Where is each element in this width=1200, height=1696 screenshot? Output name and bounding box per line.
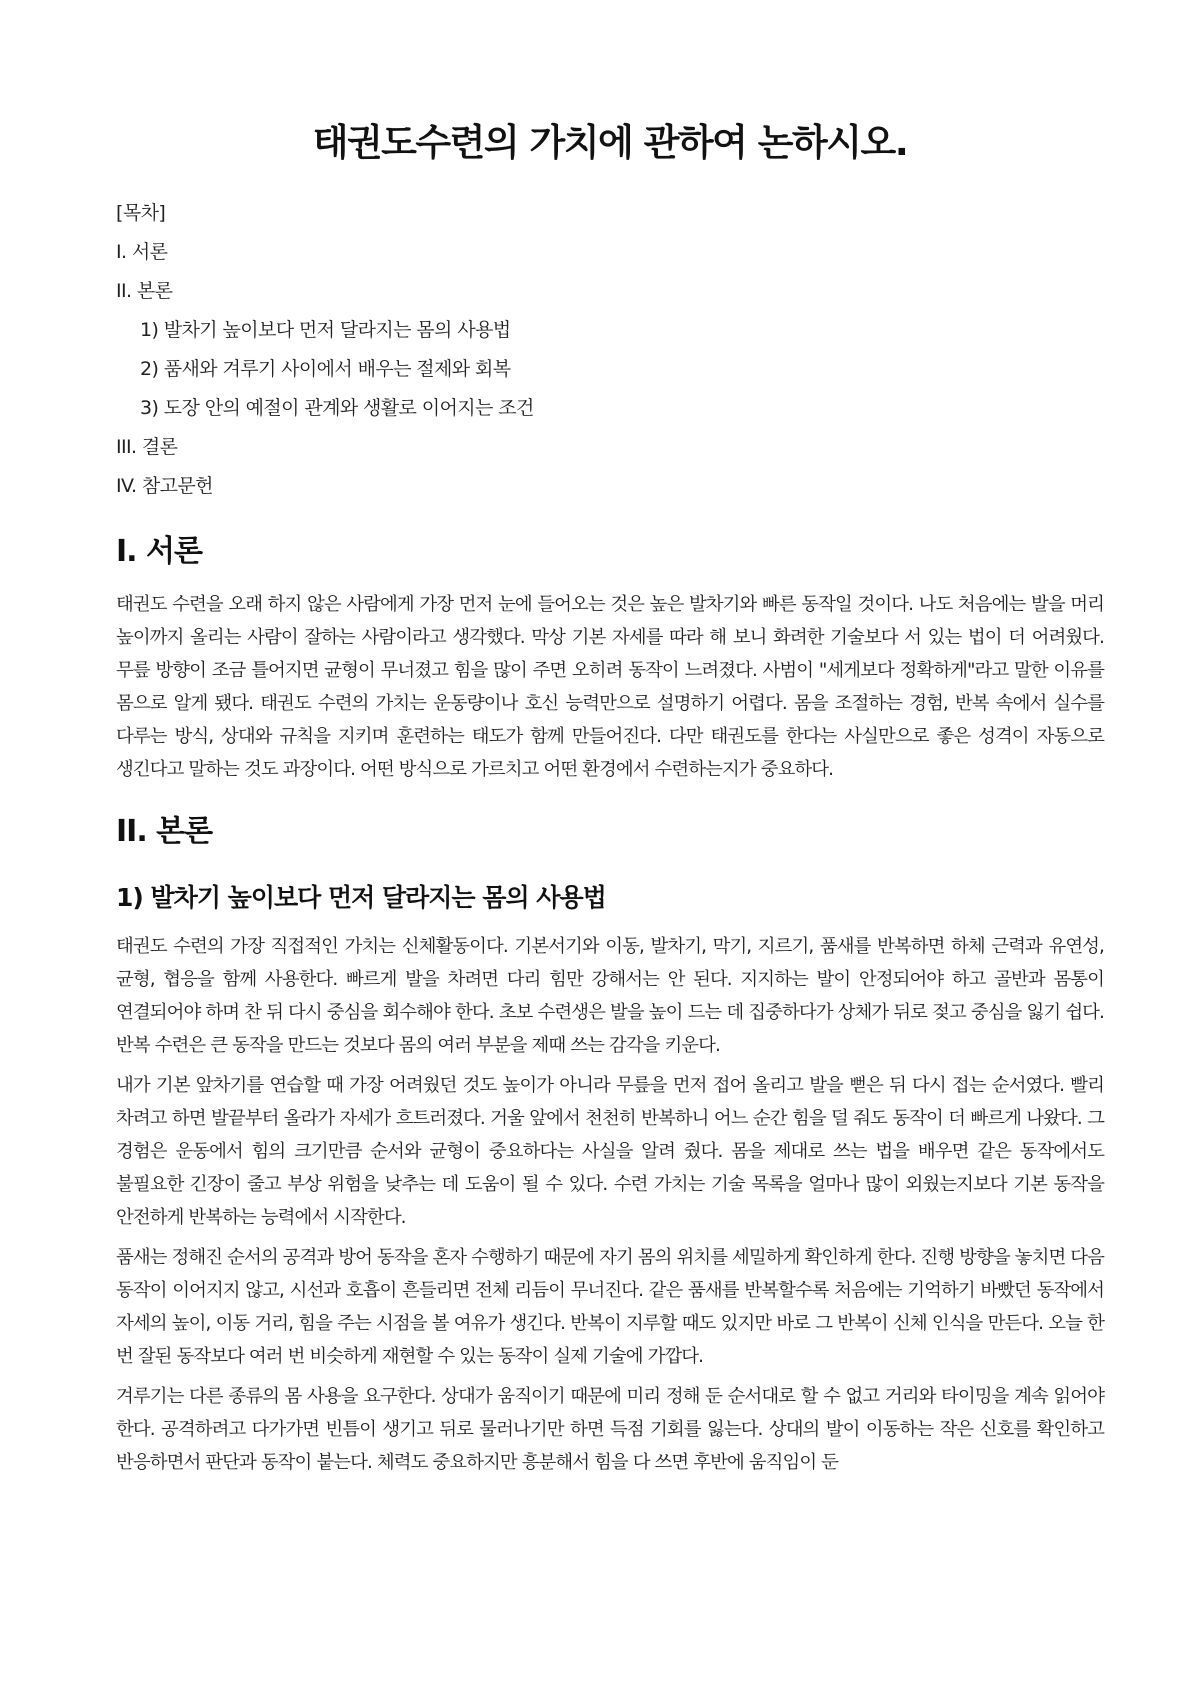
toc-item: I. 서론: [116, 241, 168, 263]
toc-item: II. 본론: [116, 280, 173, 302]
body-paragraph: 품새는 정해진 순서의 공격과 방어 동작을 혼자 수행하기 때문에 자기 몸의 위치를 세밀하게 확인하게 한다. 진행 방향을 놓치면 다음 동작이 이어지지 않고, 시선과 호흡이 흔들리면 전체 리듬이 무너진다. 같은 품새를 반복할수록 처음에는 기억하기 바빴던 동작에서 자세의 높이, 이동 거리, 힘을 주는 시점을 볼 여유가 생긴다. 반복이 지루할 때도 있지만 바로 그 반복이 신체 인식을 만든다. 오늘 한 번 잘된 동작보다 여러 번 비슷하게 재현할 수 있는 동작이 실제 기술에 가깝다.: [116, 1247, 1104, 1367]
document-title: 태권도수련의 가치에 관하여 논하시오.: [312, 121, 908, 164]
toc-item: IV. 참고문헌: [116, 475, 213, 497]
toc-subitem: 3) 도장 안의 예절이 관계와 생활로 이어지는 조건: [140, 397, 534, 419]
body-paragraph: 태권도 수련의 가장 직접적인 가치는 신체활동이다. 기본서기와 이동, 발차기, 막기, 지르기, 품새를 반복하면 하체 근력과 유연성, 균형, 협응을 함께 사용한다. 빠르게 발을 차려면 다리 힘만 강해서는 안 된다. 지지하는 발이 안정되어야 하고 골반과 몸통이 연결되어야 하며 찬 뒤 다시 중심을 회수해야 한다. 초보 수련생은 발을 높이 드는 데 집중하다가 상체가 뒤로 젖고 중심을 잃기 쉽다. 반복 수련은 큰 동작을 만드는 것보다 몸의 여러 부분을 제때 쓰는 감각을 키운다.: [116, 936, 1104, 1056]
section-heading-intro: I. 서론: [116, 534, 202, 569]
body-paragraph: 내가 기본 앞차기를 연습할 때 가장 어려웠던 것도 높이가 아니라 무릎을 먼저 접어 올리고 발을 뻗은 뒤 다시 접는 순서였다. 빨리 차려고 하면 발끝부터 올라가 자세가 흐트러졌다. 거울 앞에서 천천히 반복하니 어느 순간 힘을 덜 줘도 동작이 더 빠르게 나왔다. 그 경험은 운동에서 힘의 크기만큼 순서와 균형이 중요하다는 사실을 알려 줬다. 몸을 제대로 쓰는 법을 배우면 같은 동작에서도 불필요한 긴장이 줄고 부상 위험을 낮추는 데 도움이 될 수 있다. 수련 가치는 기술 목록을 얼마나 많이 외웠는지보다 기본 동작을 안전하게 반복하는 능력에서 시작한다.: [116, 1075, 1104, 1228]
section-heading-body: II. 본론: [116, 814, 213, 849]
toc-subitem: 1) 발차기 높이보다 먼저 달라지는 몸의 사용법: [140, 319, 511, 341]
table-of-contents: [116, 194, 1104, 506]
toc-item: III. 결론: [116, 436, 178, 458]
toc-subitem: 2) 품새와 겨루기 사이에서 배우는 절제와 회복: [140, 358, 511, 380]
toc-label: [목차]: [116, 202, 166, 224]
body-paragraph: 겨루기는 다른 종류의 몸 사용을 요구한다. 상대가 움직이기 때문에 미리 정해 둔 순서대로 할 수 없고 거리와 타이밍을 계속 읽어야 한다. 공격하려고 다가가면 빈틈이 생기고 뒤로 물러나기만 하면 득점 기회를 잃는다. 상대의 발이 이동하는 작은 신호를 확인하고 반응하면서 판단과 동작이 붙는다. 체력도 중요하지만 흥분해서 힘을 다 쓰면 후반에 움직임이 둔: [116, 1386, 1104, 1473]
subsection-heading: 1) 발차기 높이보다 먼저 달라지는 몸의 사용법: [116, 883, 606, 912]
intro-paragraph: 태권도 수련을 오래 하지 않은 사람에게 가장 먼저 눈에 들어오는 것은 높은 발차기와 빠른 동작일 것이다. 나도 처음에는 발을 머리 높이까지 올리는 사람이 잘하는 사람이라고 생각했다. 막상 기본 자세를 따라 해 보니 화려한 기술보다 서 있는 법이 더 어려웠다. 무릎 방향이 조금 틀어지면 균형이 무너졌고 힘을 많이 주면 오히려 동작이 느려졌다. 사범이 "세게보다 정확하게"라고 말한 이유를 몸으로 알게 됐다. 태권도 수련의 가치는 운동량이나 호신 능력만으로 설명하기 어렵다. 몸을 조절하는 경험, 반복 속에서 실수를 다루는 방식, 상대와 규칙을 지키며 훈련하는 태도가 함께 만들어진다. 다만 태권도를 한다는 사실만으로 좋은 성격이 자동으로 생긴다고 말하는 것도 과장이다. 어떤 방식으로 가르치고 어떤 환경에서 수련하는지가 중요하다.: [116, 594, 1104, 780]
